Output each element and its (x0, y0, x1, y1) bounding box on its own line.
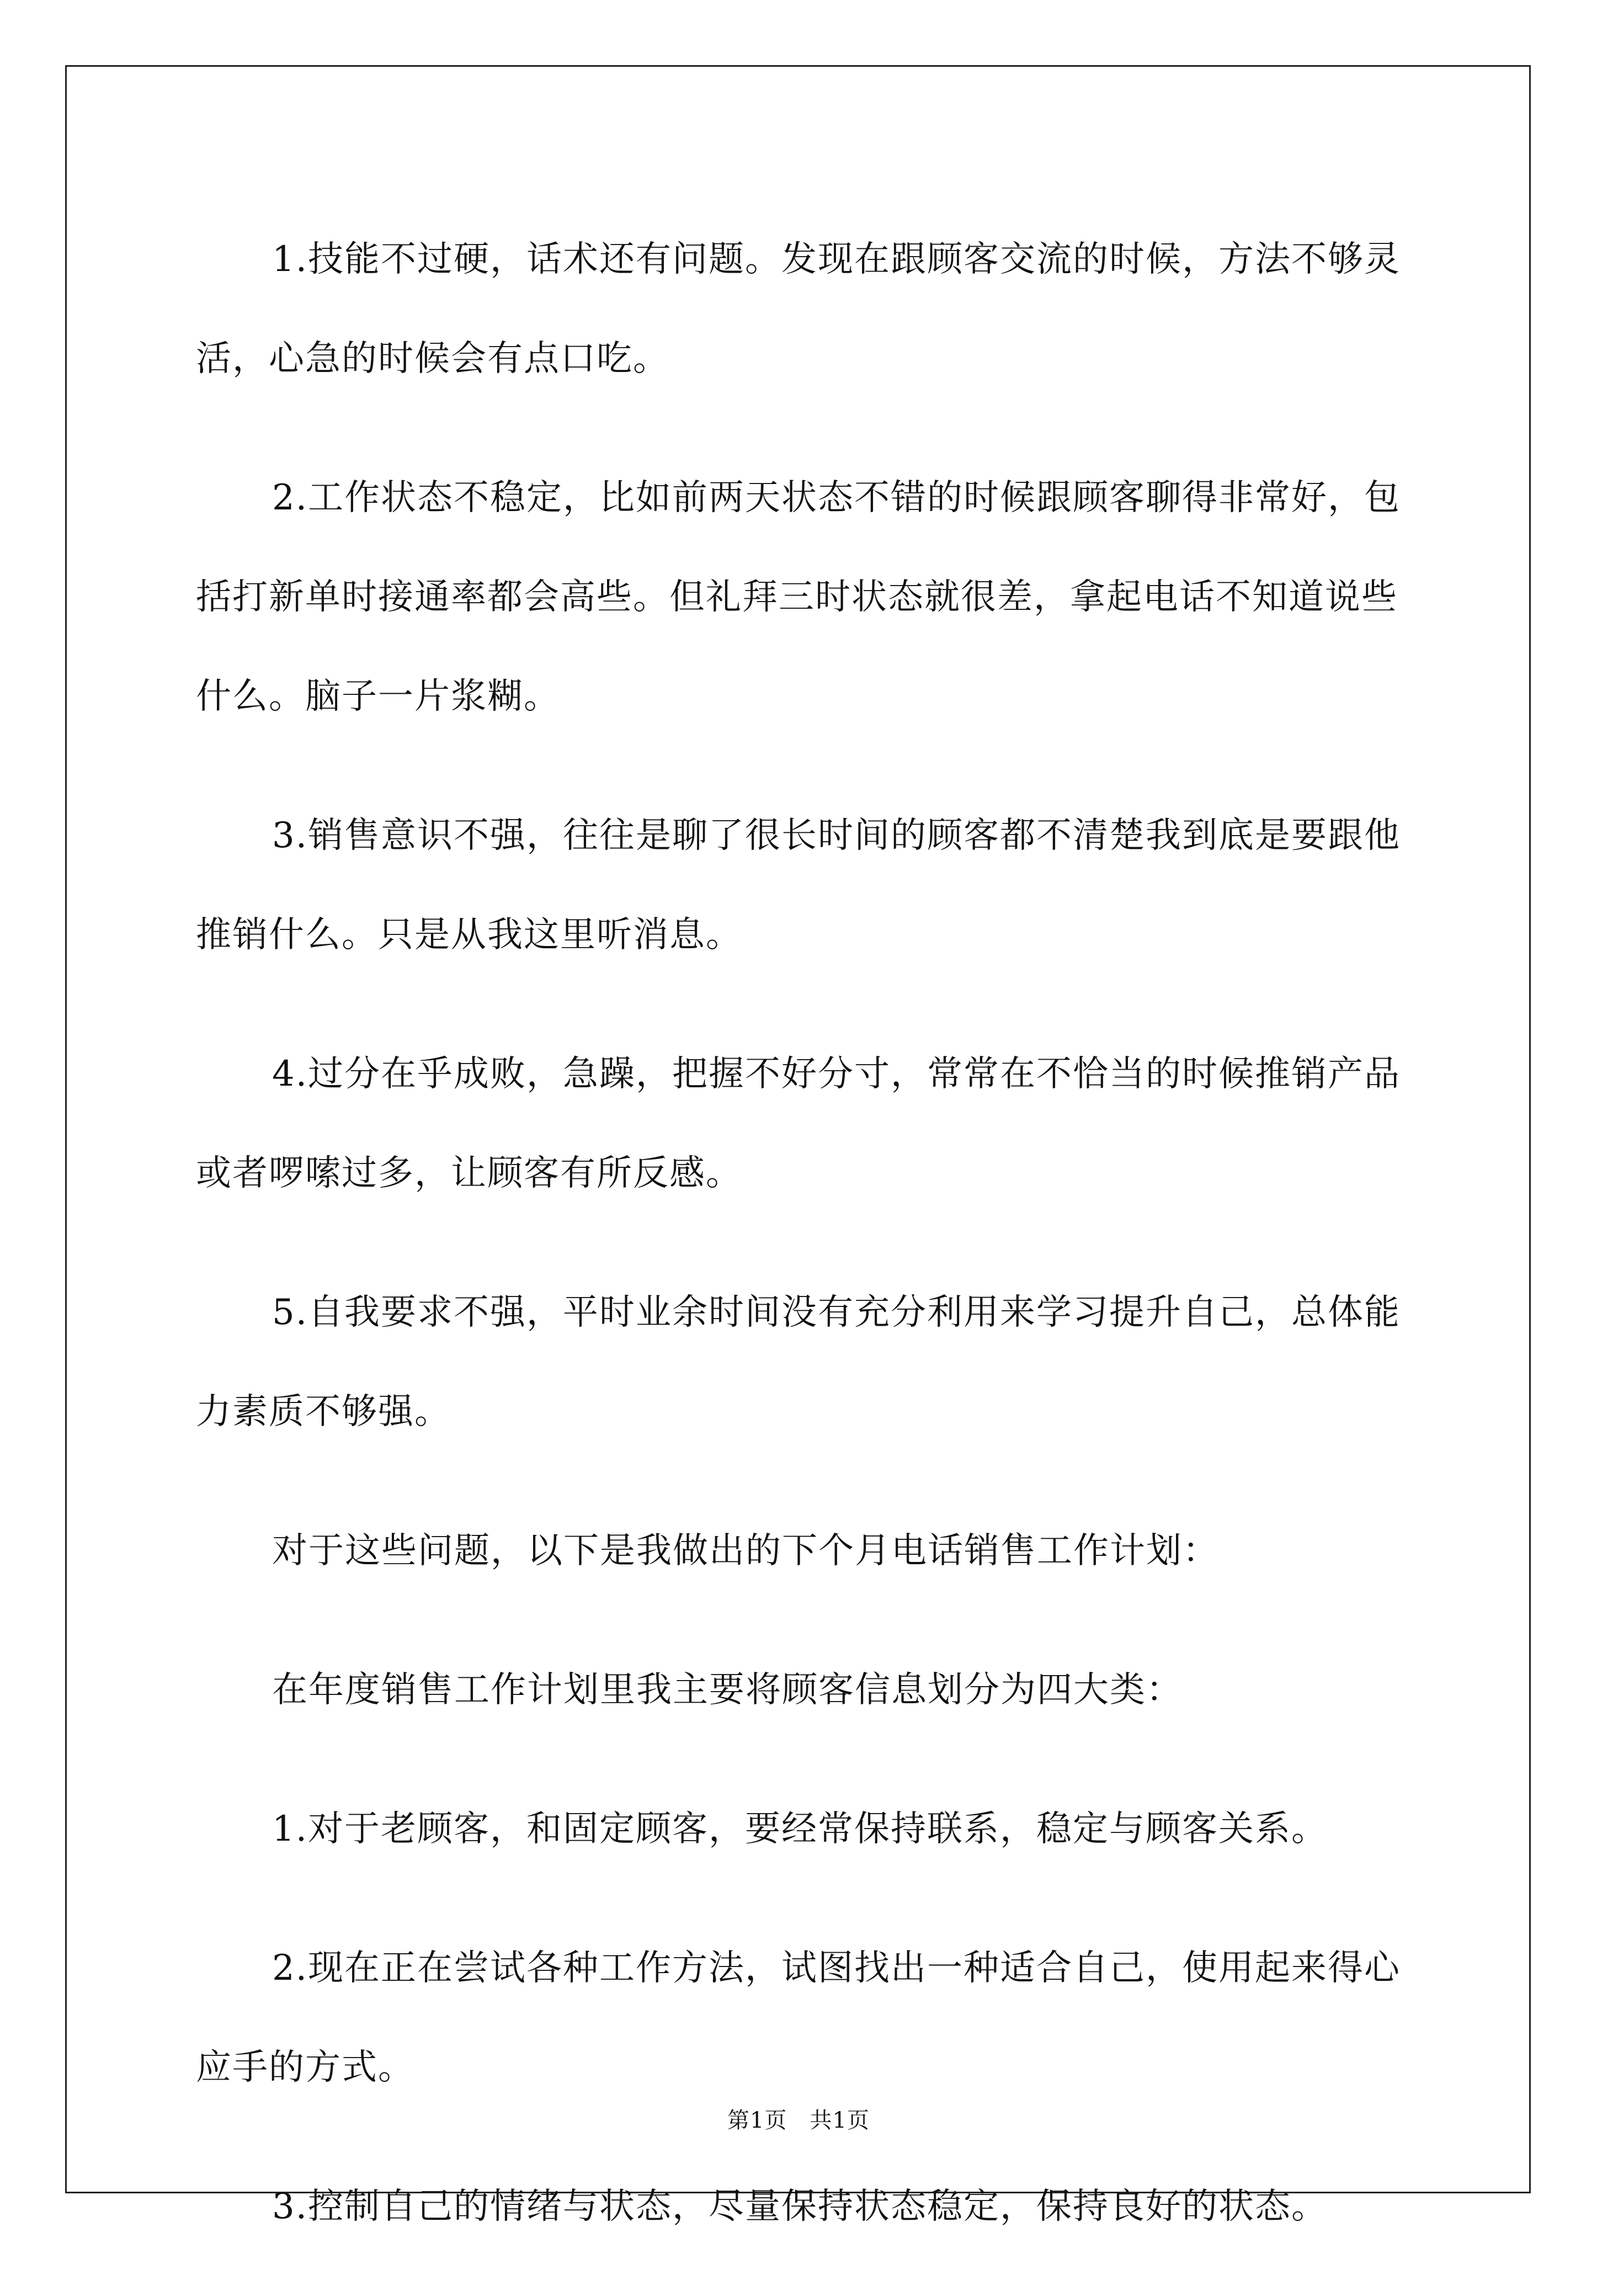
paragraph: 2.现在正在尝试各种工作方法，试图找出一种适合自己，使用起来得心应手的方式。 (196, 1948, 1401, 2088)
document-body (196, 210, 1410, 2296)
paragraph: 1.技能不过硬，话术还有问题。发现在跟顾客交流的时候，方法不够灵活，心急的时候会有点口吃。 (196, 239, 1401, 379)
paragraph: 3.销售意识不强，往往是聊了很长时间的顾客都不清楚我到底是要跟他推销什么。只是从我这里听消息。 (196, 815, 1401, 955)
paragraph: 在年度销售工作计划里我主要将顾客信息划分为四大类： (272, 1670, 1183, 1710)
paragraph: 3.控制自己的情绪与状态，尽量保持状态稳定，保持良好的状态。 (272, 2186, 1328, 2227)
paragraph: 2.工作状态不稳定，比如前两天状态不错的时候跟顾客聊得非常好，包括打新单时接通率都会高些。但礼拜三时状态就很差，拿起电话不知道说些什么。脑子一片浆糊。 (196, 477, 1401, 717)
paragraph: 对于这些问题，以下是我做出的下个月电话销售工作计划： (272, 1530, 1219, 1571)
paragraph: 5.自我要求不强，平时业余时间没有充分利用来学习提升自己，总体能力素质不够强。 (196, 1292, 1401, 1432)
paragraph: 4.过分在乎成败，急躁，把握不好分寸，常常在不恰当的时候推销产品或者啰嗦过多，让顾客有所反感。 (196, 1054, 1401, 1194)
paragraph: 1.对于老顾客，和固定顾客，要经常保持联系，稳定与顾客关系。 (272, 1809, 1328, 1849)
page-footer: 第1页 共1页 (727, 2108, 870, 2133)
